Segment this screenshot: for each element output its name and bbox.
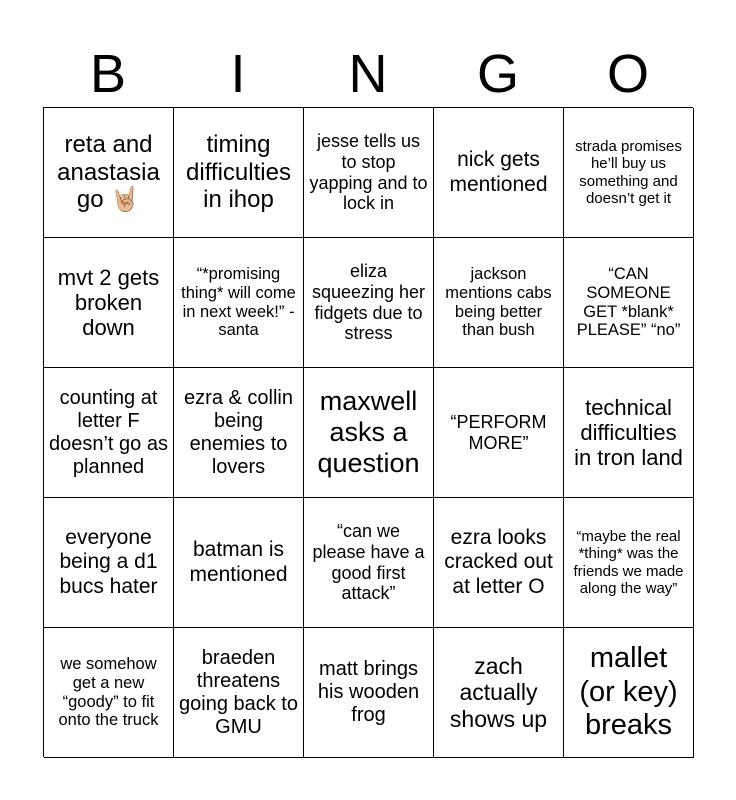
bingo-cell-r1-c5[interactable]: strada promises he’ll buy us something and doesn’t get it [564,108,694,238]
bingo-cell-r3-c4[interactable]: “PERFORM MORE” [434,368,564,498]
bingo-cell-r4-c2[interactable]: batman is mentioned [174,498,304,628]
bingo-cell-r3-c3[interactable]: maxwell asks a question [304,368,434,498]
bingo-cell-r5-c5[interactable]: mallet (or key) breaks [564,628,694,758]
bingo-cell-r3-c1[interactable]: counting at letter F doesn’t go as planned [44,368,174,498]
bingo-cell-r4-c3[interactable]: “can we please have a good first attack” [304,498,434,628]
bingo-cell-r2-c5[interactable]: “CAN SOMEONE GET *blank* PLEASE” “no” [564,238,694,368]
bingo-cell-r1-c4[interactable]: nick gets mentioned [434,108,564,238]
bingo-cell-r4-c4[interactable]: ezra looks cracked out at letter O [434,498,564,628]
bingo-cell-r2-c4[interactable]: jackson mentions cabs being better than bush [434,238,564,368]
bingo-board [43,107,693,757]
bingo-cell-r1-c2[interactable]: timing difficulties in ihop [174,108,304,238]
bingo-cell-r2-c1[interactable]: mvt 2 gets broken down [44,238,174,368]
bingo-cell-r3-c2[interactable]: ezra & collin being enemies to lovers [174,368,304,498]
bingo-cell-r2-c2[interactable]: “*promising thing* will come in next week!” - santa [174,238,304,368]
header-letter-o: O [606,44,649,104]
header-letter-g: G [476,44,519,104]
header-letter-b: B [89,44,127,104]
bingo-cell-r5-c1[interactable]: we somehow get a new “goody” to fit onto the truck [44,628,174,758]
bingo-cell-r4-c1[interactable]: everyone being a d1 bucs hater [44,498,174,628]
bingo-cell-r3-c5[interactable]: technical difficulties in tron land [564,368,694,498]
bingo-cell-r2-c3[interactable]: eliza squeezing her fidgets due to stress [304,238,434,368]
bingo-cell-r1-c3[interactable]: jesse tells us to stop yapping and to lock in [304,108,434,238]
bingo-cell-r1-c1[interactable]: reta and anastasia go 🤘🏼 [44,108,174,238]
header-letter-i: I [230,44,246,104]
bingo-header [43,40,693,108]
bingo-cell-r4-c5[interactable]: “maybe the real *thing* was the friends we made along the way” [564,498,694,628]
bingo-cell-r5-c3[interactable]: matt brings his wooden frog [304,628,434,758]
bingo-cell-r5-c2[interactable]: braeden threatens going back to GMU [174,628,304,758]
header-letter-n: N [348,44,388,104]
bingo-cell-r5-c4[interactable]: zach actually shows up [434,628,564,758]
